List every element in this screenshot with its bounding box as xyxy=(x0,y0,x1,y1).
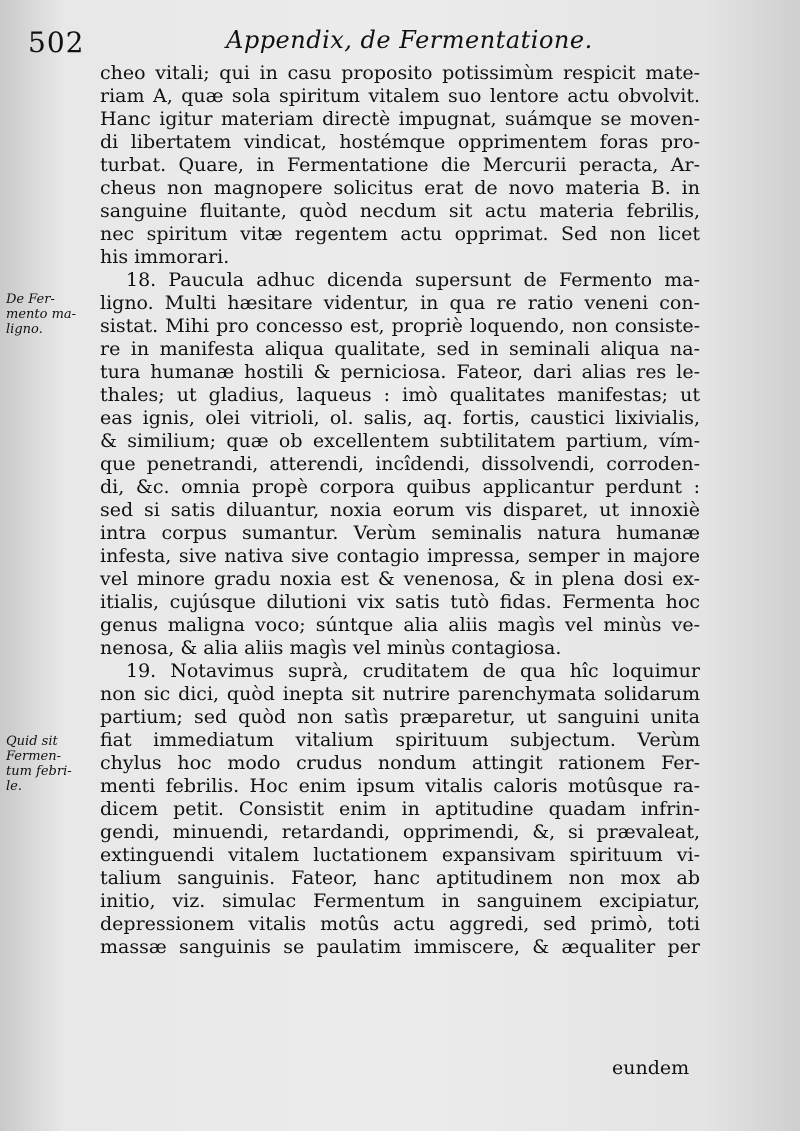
text-line: menti febrilis. Hoc enim ipsum vitalis caloris motûsque ra- xyxy=(100,775,700,797)
text-line: talium sanguinis. Fateor, hanc aptitudinem non mox ab xyxy=(100,867,700,889)
marginal-note-line: Quid sit xyxy=(6,734,58,749)
marginal-note-line: Fermen- xyxy=(6,749,62,764)
text-line: vel minore gradu noxia est & venenosa, & in plena dosi ex- xyxy=(100,568,700,590)
text-line: genus maligna voco; súntque alia aliis magìs vel minùs ve- xyxy=(100,614,700,636)
text-line: eas ignis, olei vitrioli, ol. salis, aq. fortis, caustici lixivialis, xyxy=(100,407,700,429)
text-line: initio, viz. simulac Fermentum in sanguinem excipiatur, xyxy=(100,890,700,912)
text-line: di libertatem vindicat, hostémque opprimentem foras pro- xyxy=(100,131,700,153)
text-line: intra corpus sumantur. Verùm seminalis natura humanæ xyxy=(100,522,700,544)
page-header xyxy=(28,24,768,64)
text-line: que penetrandi, atterendi, incîdendi, dissolvendi, corroden- xyxy=(100,453,700,475)
text-line: riam A, quæ sola spiritum vitalem suo lentore actu obvolvit. xyxy=(100,85,700,107)
paragraph-start-19: 19. Notavimus suprà, cruditatem de qua hîc loquimur xyxy=(126,660,700,682)
text-line: infesta, sive nativa sive contagio impressa, semper in majore xyxy=(100,545,700,567)
marginal-note-fermentum-febrile xyxy=(6,734,86,794)
paragraph-start-18: 18. Paucula adhuc dicenda supersunt de Fermento ma- xyxy=(126,269,700,291)
text-line: & similium; quæ ob excellentem subtilitatem partium, vím- xyxy=(100,430,700,452)
text-line: his immorari. xyxy=(100,246,230,268)
text-line: itialis, cujúsque dilutioni vix satis tutò fidas. Fermenta hoc xyxy=(100,591,700,613)
text-line: sanguine fluitante, quòd necdum sit actu materia febrilis, xyxy=(100,200,700,222)
text-line: depressionem vitalis motûs actu aggredi, sed primò, toti xyxy=(100,913,700,935)
text-line: re in manifesta aliqua qualitate, sed in seminali aliqua na- xyxy=(100,338,700,360)
text-line: partium; sed quòd non satìs præparetur, ut sanguini unita xyxy=(100,706,700,728)
text-line: di, &c. omnia propè corpora quibus applicantur perdunt : xyxy=(100,476,700,498)
text-line: non sic dici, quòd inepta sit nutrire parenchymata solidarum xyxy=(100,683,700,705)
text-line: fiat immediatum vitalium spirituum subjectum. Verùm xyxy=(100,729,700,751)
text-line: Hanc igitur materiam directè impugnat, suámque se moven- xyxy=(100,108,700,130)
text-line: massæ sanguinis se paulatim immiscere, & æqualiter per xyxy=(100,936,700,958)
text-line: dicem petit. Consistit enim in aptitudine quadam infrin- xyxy=(100,798,700,820)
text-line: gendi, minuendi, retardandi, opprimendi, &, si prævaleat, xyxy=(100,821,700,843)
text-line: turbat. Quare, in Fermentatione die Mercurii peracta, Ar- xyxy=(100,154,700,176)
marginal-note-line: mento ma- xyxy=(6,307,77,322)
text-line: sed si satis diluantur, noxia eorum vis disparet, ut innoxiè xyxy=(100,499,700,521)
marginal-note-line: le. xyxy=(6,779,22,794)
marginal-note-line: ligno. xyxy=(6,322,43,337)
marginal-note-fermento-maligno xyxy=(6,292,86,337)
running-head: Appendix, de Fermentatione. xyxy=(226,26,593,54)
text-line: sistat. Mihi pro concesso est, propriè loquendo, non consiste- xyxy=(100,315,700,337)
text-line: nec spiritum vitæ regentem actu opprimat. Sed non licet xyxy=(100,223,700,245)
catchword: eundem xyxy=(612,1057,690,1079)
text-line: tura humanæ hostili & perniciosa. Fateor, dari alias res le- xyxy=(100,361,700,383)
page-number: 502 xyxy=(28,26,85,59)
text-line: chylus hoc modo crudus nondum attingit rationem Fer- xyxy=(100,752,700,774)
text-line: ligno. Multi hæsitare videntur, in qua re ratio veneni con- xyxy=(100,292,700,314)
text-line: extinguendi vitalem luctationem expansivam spirituum vi- xyxy=(100,844,700,866)
marginal-note-line: tum febri- xyxy=(6,764,72,779)
text-line: cheo vitali; qui in casu proposito potissimùm respicit mate- xyxy=(100,62,700,84)
body-text xyxy=(100,62,700,959)
text-line: thales; ut gladius, laqueus : imò qualitates manifestas; ut xyxy=(100,384,700,406)
marginal-note-line: De Fer- xyxy=(6,292,55,307)
text-line: nenosa, & alia aliis magìs vel minùs contagiosa. xyxy=(100,637,562,659)
text-line: cheus non magnopere solicitus erat de novo materia B. in xyxy=(100,177,700,199)
